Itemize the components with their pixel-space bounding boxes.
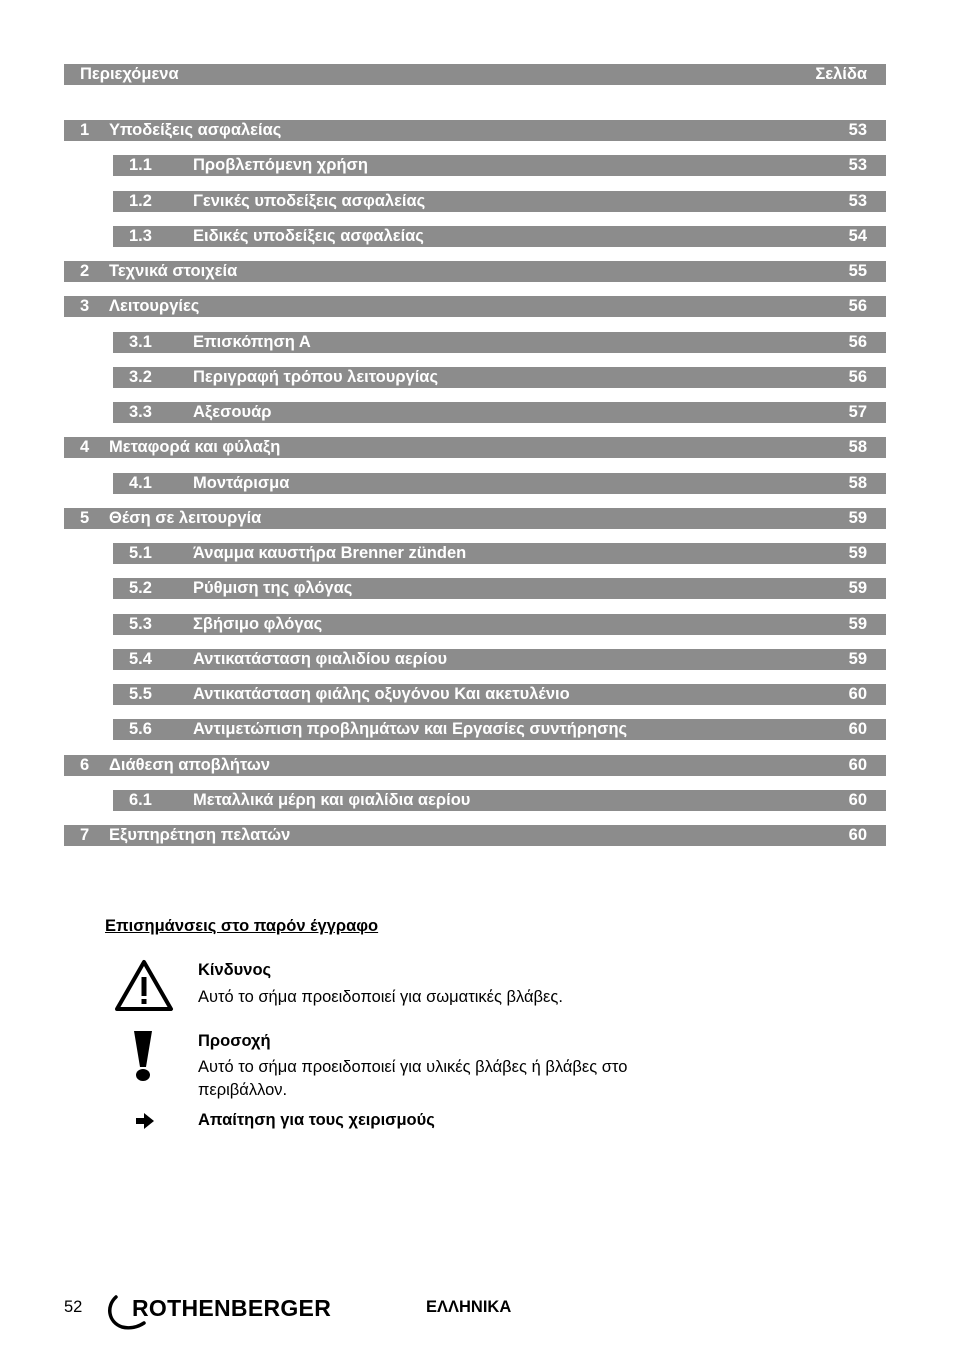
- toc-entry: [64, 755, 886, 776]
- toc-entry-title: Μεταλλικά μέρη και φιαλίδια αερίου: [193, 791, 471, 809]
- toc-entry-title: Εξυπηρέτηση πελατών: [109, 826, 291, 844]
- toc-entry: [113, 473, 886, 494]
- toc-entry-page: 59: [848, 615, 867, 633]
- toc-entry-page: 59: [848, 579, 867, 597]
- toc-entry-number: 1.2: [129, 192, 152, 210]
- toc-entry-title: Αντικατάσταση φιαλιδίου αερίου: [193, 650, 448, 668]
- toc-entry-title: Περιγραφή τρόπου λειτουργίας: [193, 368, 439, 386]
- toc-entry-number: 3.2: [129, 368, 152, 386]
- toc-entry-title: Θέση σε λειτουργία: [109, 509, 262, 527]
- toc-entry: [113, 578, 886, 599]
- toc-entry: [64, 508, 886, 529]
- toc-entry: [113, 332, 886, 353]
- toc-entry-number: 3: [80, 297, 90, 315]
- toc-entry-title: Υποδείξεις ασφαλείας: [109, 121, 282, 139]
- toc-entry-number: 5.6: [129, 720, 152, 738]
- toc-entry-page: 60: [848, 720, 867, 738]
- toc-entry: [113, 367, 886, 388]
- toc-entry: [113, 155, 886, 176]
- toc-entry-title: Ειδικές υποδείξεις ασφαλείας: [193, 227, 424, 245]
- brand-name: ROTHENBERGER: [132, 1295, 332, 1321]
- toc-entry-page: 58: [848, 474, 867, 492]
- toc-entry-number: 5.3: [129, 615, 152, 633]
- caution-title: Προσοχή: [198, 1032, 271, 1050]
- toc-entry-number: 5.2: [129, 579, 152, 597]
- toc-entry: [113, 226, 886, 247]
- toc-entry-page: 58: [848, 438, 867, 456]
- toc-entry-title: Προβλεπόμενη χρήση: [193, 156, 368, 174]
- page-number: 52: [64, 1298, 83, 1316]
- toc-entry-number: 5: [80, 509, 90, 527]
- toc-entry: [64, 296, 886, 317]
- toc-entry-page: 53: [848, 156, 867, 174]
- toc-entry-number: 7: [80, 826, 90, 844]
- toc-entry-number: 1.1: [129, 156, 152, 174]
- toc-entry-number: 1.3: [129, 227, 152, 245]
- toc-entry-title: Ρύθμιση της φλόγας: [193, 579, 353, 597]
- caution-text: Αυτό το σήμα προειδοποιεί για υλικές βλάβες ή βλάβες στο περιβάλλον.: [198, 1058, 628, 1099]
- toc-entry-page: 60: [848, 685, 867, 703]
- toc-entry-page: 54: [848, 227, 867, 245]
- toc-entry-page: 59: [848, 509, 867, 527]
- toc-entry: [113, 543, 886, 564]
- arrow-right-icon: [136, 1113, 154, 1129]
- toc-entry: [113, 719, 886, 740]
- danger-text: Αυτό το σήμα προειδοποιεί για σωματικές βλάβες.: [198, 988, 563, 1006]
- toc-entry-page: 56: [848, 297, 867, 315]
- exclamation-icon: [131, 1031, 155, 1083]
- danger-title: Κίνδυνος: [198, 961, 272, 979]
- toc-entry-title: Διάθεση αποβλήτων: [109, 756, 271, 774]
- toc-entry: [113, 790, 886, 811]
- toc-header-page: Σελίδα: [815, 65, 867, 83]
- toc-entry-title: Άναμμα καυστήρα Brenner zünden: [193, 544, 467, 562]
- toc-entry-number: 3.3: [129, 403, 152, 421]
- toc-header: [64, 64, 886, 85]
- toc-entry-page: 53: [848, 121, 867, 139]
- toc-header-title: Περιεχόμενα: [80, 65, 179, 83]
- toc-entry-title: Αντιμετώπιση προβλημάτων και Εργασίες συντήρησης: [193, 720, 628, 738]
- toc-entry-number: 5.4: [129, 650, 152, 668]
- toc-entry: [64, 120, 886, 141]
- toc-entry-title: Μοντάρισμα: [193, 474, 290, 492]
- toc-entry: [64, 825, 886, 846]
- toc-entry: [64, 437, 886, 458]
- language-label: ΕΛΛΗΝΙΚΑ: [426, 1298, 512, 1316]
- action-text: Απαίτηση για τους χειρισμούς: [198, 1111, 435, 1129]
- toc-entry: [113, 649, 886, 670]
- toc-entry: [113, 191, 886, 212]
- toc-entry-number: 5.1: [129, 544, 152, 562]
- toc-entry-page: 53: [848, 192, 867, 210]
- toc-entry-number: 4: [80, 438, 90, 456]
- toc-entry-number: 3.1: [129, 333, 152, 351]
- toc-entry-number: 5.5: [129, 685, 152, 703]
- toc-entry-number: 2: [80, 262, 90, 280]
- toc-entry: [64, 261, 886, 282]
- toc-entry: [113, 402, 886, 423]
- toc-entry-page: 60: [848, 826, 867, 844]
- toc-entry-page: 60: [848, 791, 867, 809]
- toc-entry-number: 4.1: [129, 474, 152, 492]
- toc-entry-title: Αντικατάσταση φιάλης οξυγόνου Και ακετυλένιο: [193, 685, 570, 703]
- notices-heading: Επισημάνσεις στο παρόν έγγραφο: [105, 917, 379, 935]
- toc-entry-title: Τεχνικά στοιχεία: [109, 262, 238, 280]
- toc-entry-page: 57: [848, 403, 867, 421]
- toc-entry-page: 59: [848, 544, 867, 562]
- toc-entry-title: Επισκόπηση Α: [193, 333, 311, 351]
- toc-entry-title: Μεταφορά και φύλαξη: [109, 438, 281, 456]
- toc-entry-number: 1: [80, 121, 90, 139]
- toc-entry-number: 6: [80, 756, 90, 774]
- brand-logo: [106, 1292, 346, 1332]
- toc-entry-title: Σβήσιμο φλόγας: [193, 615, 323, 633]
- toc-entry-page: 59: [848, 650, 867, 668]
- toc-entry-page: 55: [848, 262, 867, 280]
- toc-entry-title: Γενικές υποδείξεις ασφαλείας: [193, 192, 426, 210]
- toc-entry-title: Αξεσουάρ: [193, 403, 272, 421]
- toc-entry-page: 56: [848, 368, 867, 386]
- toc-entry-number: 6.1: [129, 791, 152, 809]
- toc-entry-page: 56: [848, 333, 867, 351]
- toc-entry: [113, 614, 886, 635]
- toc-entry-title: Λειτουργίες: [109, 297, 200, 315]
- toc-entry: [113, 684, 886, 705]
- toc-entry-page: 60: [848, 756, 867, 774]
- warning-triangle-icon: [114, 958, 174, 1012]
